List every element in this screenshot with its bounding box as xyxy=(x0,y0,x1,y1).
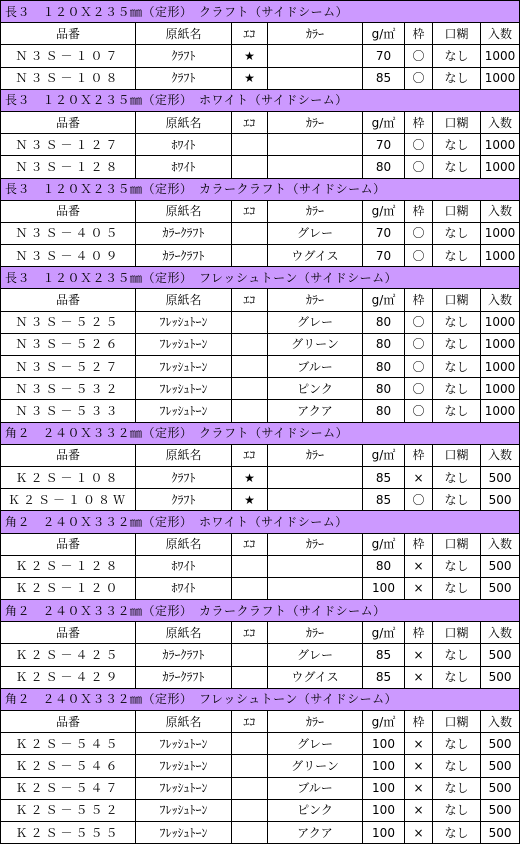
cell-paper: ﾎﾜｲﾄ xyxy=(136,134,232,156)
cell-eco xyxy=(232,821,268,843)
cell-code: Ｋ２Ｓ－５４６ xyxy=(1,755,136,777)
cell-code: Ｎ３Ｓ－５３３ xyxy=(1,400,136,422)
cell-color: グレー xyxy=(268,311,363,333)
cell-color xyxy=(268,67,363,89)
cell-glue: なし xyxy=(433,45,481,67)
table-row xyxy=(1,489,520,511)
cell-glue: なし xyxy=(433,378,481,400)
column-header-glue: 口糊 xyxy=(433,622,481,644)
section-title: 角２ ２４０Ｘ３３２㎜（定形） クラフト（サイドシーム） xyxy=(1,422,520,444)
cell-frame: 〇 xyxy=(405,67,433,89)
column-header-color: ｶﾗｰ xyxy=(268,200,363,222)
cell-paper: ｶﾗｰｸﾗﾌﾄ xyxy=(136,245,232,267)
cell-glue: なし xyxy=(433,555,481,577)
cell-eco xyxy=(232,799,268,821)
cell-weight: 100 xyxy=(363,733,405,755)
cell-weight: 85 xyxy=(363,666,405,688)
column-header-eco: ｴｺ xyxy=(232,533,268,555)
cell-glue: なし xyxy=(433,777,481,799)
column-header-paper: 原紙名 xyxy=(136,289,232,311)
cell-frame: × xyxy=(405,799,433,821)
cell-frame: 〇 xyxy=(405,134,433,156)
cell-code: Ｋ２Ｓ－１２０ xyxy=(1,577,136,599)
column-header-weight: g/㎡ xyxy=(363,711,405,733)
cell-qty: 500 xyxy=(481,577,520,599)
cell-paper: ﾌﾚｯｼｭﾄｰﾝ xyxy=(136,821,232,843)
section-header xyxy=(1,422,520,444)
cell-frame: × xyxy=(405,755,433,777)
column-header-paper: 原紙名 xyxy=(136,23,232,45)
column-header-frame: 枠 xyxy=(405,23,433,45)
cell-weight: 80 xyxy=(363,333,405,355)
cell-eco xyxy=(232,577,268,599)
section-title: 角２ ２４０Ｘ３３２㎜（定形） ホワイト（サイドシーム） xyxy=(1,511,520,533)
cell-color: ピンク xyxy=(268,799,363,821)
cell-weight: 80 xyxy=(363,400,405,422)
cell-code: Ｋ２Ｓ－１２８ xyxy=(1,555,136,577)
table-row xyxy=(1,821,520,843)
cell-color xyxy=(268,45,363,67)
cell-glue: なし xyxy=(433,755,481,777)
cell-paper: ｶﾗｰｸﾗﾌﾄ xyxy=(136,666,232,688)
column-header-qty: 入数 xyxy=(481,111,520,133)
column-header-row xyxy=(1,111,520,133)
cell-qty: 500 xyxy=(481,755,520,777)
cell-eco: ★ xyxy=(232,67,268,89)
cell-color xyxy=(268,489,363,511)
cell-qty: 1000 xyxy=(481,311,520,333)
cell-frame: × xyxy=(405,666,433,688)
cell-weight: 80 xyxy=(363,378,405,400)
cell-code: Ｋ２Ｓ－５５５ xyxy=(1,821,136,843)
cell-frame: × xyxy=(405,577,433,599)
section-title: 長３ １２０Ｘ２３５㎜（定形） クラフト（サイドシーム） xyxy=(1,1,520,23)
column-header-paper: 原紙名 xyxy=(136,444,232,466)
cell-frame: 〇 xyxy=(405,378,433,400)
cell-qty: 1000 xyxy=(481,378,520,400)
cell-weight: 85 xyxy=(363,489,405,511)
column-header-weight: g/㎡ xyxy=(363,23,405,45)
cell-glue: なし xyxy=(433,333,481,355)
column-header-weight: g/㎡ xyxy=(363,200,405,222)
cell-glue: なし xyxy=(433,799,481,821)
cell-paper: ｸﾗﾌﾄ xyxy=(136,466,232,488)
cell-code: Ｎ３Ｓ－５３２ xyxy=(1,378,136,400)
table-body xyxy=(1,1,520,844)
column-header-qty: 入数 xyxy=(481,622,520,644)
cell-weight: 80 xyxy=(363,156,405,178)
column-header-code: 品番 xyxy=(1,444,136,466)
column-header-code: 品番 xyxy=(1,289,136,311)
column-header-weight: g/㎡ xyxy=(363,533,405,555)
cell-eco xyxy=(232,400,268,422)
column-header-paper: 原紙名 xyxy=(136,622,232,644)
cell-glue: なし xyxy=(433,489,481,511)
section-header xyxy=(1,511,520,533)
cell-eco xyxy=(232,644,268,666)
column-header-color: ｶﾗｰ xyxy=(268,711,363,733)
cell-qty: 1000 xyxy=(481,156,520,178)
column-header-row xyxy=(1,444,520,466)
cell-eco xyxy=(232,777,268,799)
cell-weight: 70 xyxy=(363,245,405,267)
cell-paper: ﾎﾜｲﾄ xyxy=(136,156,232,178)
cell-glue: なし xyxy=(433,577,481,599)
cell-glue: なし xyxy=(433,245,481,267)
column-header-row xyxy=(1,533,520,555)
cell-paper: ﾌﾚｯｼｭﾄｰﾝ xyxy=(136,356,232,378)
table-row xyxy=(1,311,520,333)
cell-eco xyxy=(232,666,268,688)
cell-paper: ﾎﾜｲﾄ xyxy=(136,577,232,599)
column-header-eco: ｴｺ xyxy=(232,711,268,733)
cell-weight: 80 xyxy=(363,311,405,333)
cell-qty: 500 xyxy=(481,555,520,577)
cell-eco xyxy=(232,245,268,267)
cell-weight: 100 xyxy=(363,577,405,599)
cell-paper: ﾎﾜｲﾄ xyxy=(136,555,232,577)
cell-code: Ｎ３Ｓ－１２８ xyxy=(1,156,136,178)
cell-color xyxy=(268,555,363,577)
cell-qty: 500 xyxy=(481,733,520,755)
column-header-eco: ｴｺ xyxy=(232,444,268,466)
cell-qty: 1000 xyxy=(481,67,520,89)
cell-frame: 〇 xyxy=(405,489,433,511)
cell-paper: ｸﾗﾌﾄ xyxy=(136,489,232,511)
cell-paper: ﾌﾚｯｼｭﾄｰﾝ xyxy=(136,378,232,400)
cell-eco xyxy=(232,134,268,156)
section-title: 角２ ２４０Ｘ３３２㎜（定形） カラークラフト（サイドシーム） xyxy=(1,600,520,622)
cell-glue: なし xyxy=(433,821,481,843)
cell-glue: なし xyxy=(433,733,481,755)
table-row xyxy=(1,644,520,666)
column-header-color: ｶﾗｰ xyxy=(268,444,363,466)
cell-eco: ★ xyxy=(232,489,268,511)
cell-weight: 80 xyxy=(363,555,405,577)
cell-eco xyxy=(232,555,268,577)
cell-frame: 〇 xyxy=(405,400,433,422)
cell-code: Ｋ２Ｓ－１０８Ｗ xyxy=(1,489,136,511)
cell-paper: ﾌﾚｯｼｭﾄｰﾝ xyxy=(136,777,232,799)
section-title: 長３ １２０Ｘ２３５㎜（定形） カラークラフト（サイドシーム） xyxy=(1,178,520,200)
column-header-eco: ｴｺ xyxy=(232,200,268,222)
column-header-paper: 原紙名 xyxy=(136,533,232,555)
column-header-paper: 原紙名 xyxy=(136,711,232,733)
cell-code: Ｋ２Ｓ－１０８ xyxy=(1,466,136,488)
cell-eco: ★ xyxy=(232,466,268,488)
column-header-paper: 原紙名 xyxy=(136,200,232,222)
section-header xyxy=(1,1,520,23)
cell-frame: × xyxy=(405,466,433,488)
column-header-row xyxy=(1,23,520,45)
column-header-code: 品番 xyxy=(1,533,136,555)
cell-paper: ﾌﾚｯｼｭﾄｰﾝ xyxy=(136,311,232,333)
column-header-color: ｶﾗｰ xyxy=(268,23,363,45)
cell-frame: 〇 xyxy=(405,356,433,378)
column-header-glue: 口糊 xyxy=(433,533,481,555)
cell-eco xyxy=(232,333,268,355)
column-header-frame: 枠 xyxy=(405,444,433,466)
column-header-qty: 入数 xyxy=(481,23,520,45)
column-header-qty: 入数 xyxy=(481,533,520,555)
column-header-glue: 口糊 xyxy=(433,200,481,222)
cell-qty: 500 xyxy=(481,644,520,666)
column-header-weight: g/㎡ xyxy=(363,289,405,311)
table-row xyxy=(1,245,520,267)
section-title: 長３ １２０Ｘ２３５㎜（定形） ホワイト（サイドシーム） xyxy=(1,89,520,111)
cell-eco xyxy=(232,378,268,400)
column-header-glue: 口糊 xyxy=(433,289,481,311)
cell-frame: × xyxy=(405,821,433,843)
cell-eco xyxy=(232,755,268,777)
cell-paper: ｸﾗﾌﾄ xyxy=(136,67,232,89)
column-header-row xyxy=(1,200,520,222)
table-row xyxy=(1,466,520,488)
column-header-glue: 口糊 xyxy=(433,111,481,133)
column-header-qty: 入数 xyxy=(481,289,520,311)
column-header-code: 品番 xyxy=(1,622,136,644)
cell-paper: ｶﾗｰｸﾗﾌﾄ xyxy=(136,644,232,666)
cell-color: グリーン xyxy=(268,755,363,777)
cell-weight: 100 xyxy=(363,799,405,821)
section-title: 角２ ２４０Ｘ３３２㎜（定形） フレッシュトーン（サイドシーム） xyxy=(1,688,520,710)
column-header-code: 品番 xyxy=(1,711,136,733)
cell-code: Ｋ２Ｓ－４２５ xyxy=(1,644,136,666)
column-header-color: ｶﾗｰ xyxy=(268,289,363,311)
cell-color: ウグイス xyxy=(268,245,363,267)
cell-code: Ｋ２Ｓ－５４５ xyxy=(1,733,136,755)
cell-eco xyxy=(232,222,268,244)
cell-code: Ｎ３Ｓ－１０７ xyxy=(1,45,136,67)
cell-qty: 500 xyxy=(481,466,520,488)
column-header-glue: 口糊 xyxy=(433,711,481,733)
cell-weight: 70 xyxy=(363,222,405,244)
cell-paper: ﾌﾚｯｼｭﾄｰﾝ xyxy=(136,799,232,821)
section-header xyxy=(1,89,520,111)
cell-frame: 〇 xyxy=(405,245,433,267)
cell-weight: 70 xyxy=(363,134,405,156)
column-header-row xyxy=(1,289,520,311)
cell-frame: × xyxy=(405,644,433,666)
cell-glue: なし xyxy=(433,156,481,178)
cell-color: ウグイス xyxy=(268,666,363,688)
cell-weight: 70 xyxy=(363,45,405,67)
table-row xyxy=(1,555,520,577)
column-header-code: 品番 xyxy=(1,200,136,222)
cell-code: Ｋ２Ｓ－５４７ xyxy=(1,777,136,799)
table-row xyxy=(1,222,520,244)
cell-qty: 1000 xyxy=(481,356,520,378)
cell-color xyxy=(268,134,363,156)
column-header-glue: 口糊 xyxy=(433,23,481,45)
cell-code: Ｋ２Ｓ－４２９ xyxy=(1,666,136,688)
cell-weight: 100 xyxy=(363,821,405,843)
cell-color: グレー xyxy=(268,644,363,666)
column-header-frame: 枠 xyxy=(405,111,433,133)
cell-code: Ｎ３Ｓ－４０９ xyxy=(1,245,136,267)
column-header-code: 品番 xyxy=(1,111,136,133)
table-row xyxy=(1,67,520,89)
cell-color: ブルー xyxy=(268,777,363,799)
cell-frame: × xyxy=(405,555,433,577)
cell-eco xyxy=(232,156,268,178)
section-header xyxy=(1,688,520,710)
cell-eco: ★ xyxy=(232,45,268,67)
cell-color: アクア xyxy=(268,400,363,422)
cell-weight: 85 xyxy=(363,644,405,666)
cell-paper: ﾌﾚｯｼｭﾄｰﾝ xyxy=(136,333,232,355)
table-row xyxy=(1,666,520,688)
cell-frame: 〇 xyxy=(405,156,433,178)
column-header-code: 品番 xyxy=(1,23,136,45)
cell-glue: なし xyxy=(433,67,481,89)
cell-eco xyxy=(232,356,268,378)
column-header-frame: 枠 xyxy=(405,622,433,644)
table-row xyxy=(1,156,520,178)
column-header-frame: 枠 xyxy=(405,289,433,311)
table-row xyxy=(1,45,520,67)
cell-frame: 〇 xyxy=(405,222,433,244)
section-header xyxy=(1,600,520,622)
column-header-weight: g/㎡ xyxy=(363,111,405,133)
cell-color: グレー xyxy=(268,222,363,244)
cell-weight: 80 xyxy=(363,356,405,378)
cell-qty: 1000 xyxy=(481,245,520,267)
cell-code: Ｋ２Ｓ－５５２ xyxy=(1,799,136,821)
cell-qty: 1000 xyxy=(481,134,520,156)
cell-paper: ﾌﾚｯｼｭﾄｰﾝ xyxy=(136,733,232,755)
cell-glue: なし xyxy=(433,311,481,333)
cell-weight: 100 xyxy=(363,755,405,777)
table-row xyxy=(1,799,520,821)
column-header-frame: 枠 xyxy=(405,711,433,733)
cell-glue: なし xyxy=(433,222,481,244)
cell-color xyxy=(268,466,363,488)
column-header-row xyxy=(1,711,520,733)
column-header-qty: 入数 xyxy=(481,200,520,222)
cell-color: グレー xyxy=(268,733,363,755)
column-header-eco: ｴｺ xyxy=(232,622,268,644)
cell-frame: 〇 xyxy=(405,311,433,333)
cell-frame: × xyxy=(405,733,433,755)
cell-weight: 85 xyxy=(363,466,405,488)
column-header-eco: ｴｺ xyxy=(232,23,268,45)
cell-eco xyxy=(232,311,268,333)
cell-glue: なし xyxy=(433,644,481,666)
cell-color: ブルー xyxy=(268,356,363,378)
cell-color xyxy=(268,156,363,178)
cell-glue: なし xyxy=(433,666,481,688)
column-header-color: ｶﾗｰ xyxy=(268,111,363,133)
cell-color: ピンク xyxy=(268,378,363,400)
cell-glue: なし xyxy=(433,356,481,378)
cell-glue: なし xyxy=(433,400,481,422)
section-header xyxy=(1,178,520,200)
cell-qty: 500 xyxy=(481,799,520,821)
table-row xyxy=(1,733,520,755)
table-row xyxy=(1,378,520,400)
section-header xyxy=(1,267,520,289)
table-row xyxy=(1,333,520,355)
cell-paper: ﾌﾚｯｼｭﾄｰﾝ xyxy=(136,400,232,422)
section-title: 長３ １２０Ｘ２３５㎜（定形） フレッシュトーン（サイドシーム） xyxy=(1,267,520,289)
cell-paper: ｸﾗﾌﾄ xyxy=(136,45,232,67)
cell-weight: 100 xyxy=(363,777,405,799)
cell-code: Ｎ３Ｓ－４０５ xyxy=(1,222,136,244)
cell-color xyxy=(268,577,363,599)
cell-color: グリーン xyxy=(268,333,363,355)
cell-qty: 500 xyxy=(481,777,520,799)
column-header-paper: 原紙名 xyxy=(136,111,232,133)
column-header-weight: g/㎡ xyxy=(363,444,405,466)
column-header-weight: g/㎡ xyxy=(363,622,405,644)
table-row xyxy=(1,356,520,378)
cell-glue: なし xyxy=(433,466,481,488)
cell-glue: なし xyxy=(433,134,481,156)
cell-qty: 1000 xyxy=(481,45,520,67)
table-row xyxy=(1,577,520,599)
cell-frame: × xyxy=(405,777,433,799)
cell-qty: 500 xyxy=(481,666,520,688)
table-row xyxy=(1,777,520,799)
column-header-color: ｶﾗｰ xyxy=(268,533,363,555)
column-header-frame: 枠 xyxy=(405,200,433,222)
cell-qty: 500 xyxy=(481,821,520,843)
cell-qty: 500 xyxy=(481,489,520,511)
table-row xyxy=(1,400,520,422)
cell-code: Ｎ３Ｓ－１２７ xyxy=(1,134,136,156)
cell-qty: 1000 xyxy=(481,222,520,244)
cell-code: Ｎ３Ｓ－５２７ xyxy=(1,356,136,378)
cell-code: Ｎ３Ｓ－５２６ xyxy=(1,333,136,355)
cell-frame: 〇 xyxy=(405,333,433,355)
cell-eco xyxy=(232,733,268,755)
column-header-qty: 入数 xyxy=(481,444,520,466)
cell-code: Ｎ３Ｓ－１０８ xyxy=(1,67,136,89)
cell-color: アクア xyxy=(268,821,363,843)
column-header-frame: 枠 xyxy=(405,533,433,555)
column-header-eco: ｴｺ xyxy=(232,111,268,133)
cell-weight: 85 xyxy=(363,67,405,89)
column-header-glue: 口糊 xyxy=(433,444,481,466)
cell-frame: 〇 xyxy=(405,45,433,67)
column-header-qty: 入数 xyxy=(481,711,520,733)
column-header-row xyxy=(1,622,520,644)
cell-qty: 1000 xyxy=(481,333,520,355)
table-row xyxy=(1,755,520,777)
cell-paper: ﾌﾚｯｼｭﾄｰﾝ xyxy=(136,755,232,777)
cell-code: Ｎ３Ｓ－５２５ xyxy=(1,311,136,333)
column-header-eco: ｴｺ xyxy=(232,289,268,311)
cell-paper: ｶﾗｰｸﾗﾌﾄ xyxy=(136,222,232,244)
table-row xyxy=(1,134,520,156)
column-header-color: ｶﾗｰ xyxy=(268,622,363,644)
cell-qty: 1000 xyxy=(481,400,520,422)
